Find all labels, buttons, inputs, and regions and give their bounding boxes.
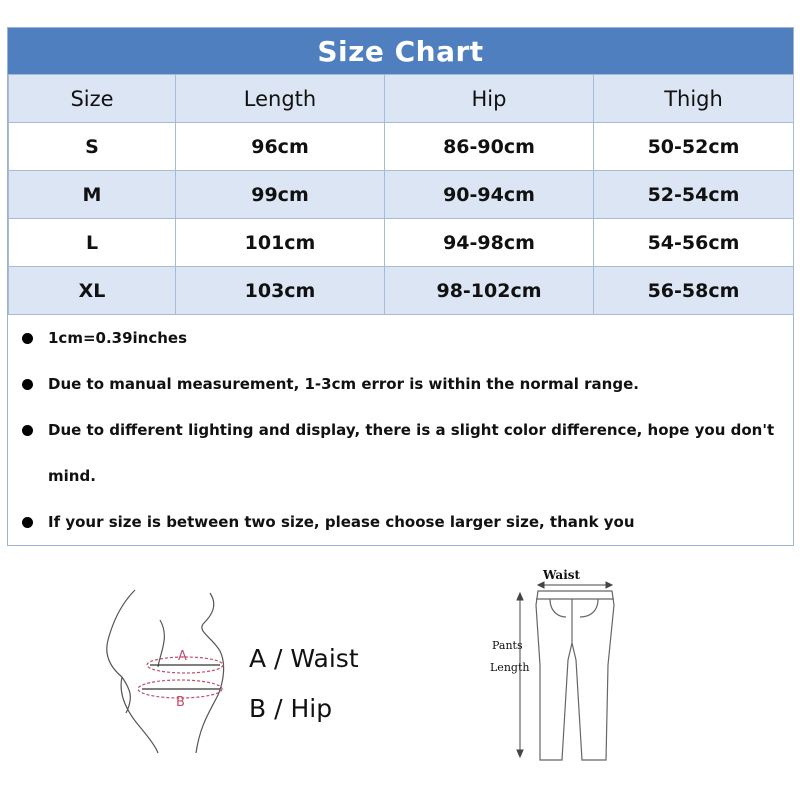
- note-item: [22, 499, 785, 545]
- cell-size: L: [9, 219, 176, 267]
- cell-length: 103cm: [176, 267, 385, 315]
- pants-waist-label: Waist: [543, 568, 581, 582]
- bullet-icon: [22, 333, 33, 344]
- hip-label: B / Hip: [249, 694, 333, 723]
- header-size: Size: [9, 75, 176, 123]
- note-text: Due to different lighting and display, there is a slight color difference, hope you don't mind.: [48, 421, 775, 485]
- header-length: Length: [176, 75, 385, 123]
- table-row: [9, 123, 794, 171]
- note-item: [22, 407, 785, 499]
- cell-hip: 90-94cm: [385, 171, 594, 219]
- body-front-outline: [196, 593, 224, 753]
- note-item: [22, 315, 785, 361]
- size-table: [8, 74, 794, 315]
- pants-length-label-1: Pants: [492, 639, 523, 652]
- table-row: [9, 171, 794, 219]
- pants-length-label-2: Length: [490, 661, 530, 674]
- marker-b: B: [176, 695, 185, 710]
- note-text: If your size is between two size, please choose larger size, thank you: [48, 513, 635, 531]
- table-row: [9, 219, 794, 267]
- note-text: 1cm=0.39inches: [48, 329, 188, 347]
- cell-hip: 98-102cm: [385, 267, 594, 315]
- cell-size: M: [9, 171, 176, 219]
- pants-outline: [536, 591, 614, 760]
- bullet-icon: [22, 517, 33, 528]
- header-thigh: Thigh: [594, 75, 794, 123]
- body-arm-outline: [158, 620, 164, 667]
- cell-thigh: 52-54cm: [594, 171, 794, 219]
- note-text: Due to manual measurement, 1-3cm error is within the normal range.: [48, 375, 639, 393]
- cell-length: 101cm: [176, 219, 385, 267]
- cell-thigh: 54-56cm: [594, 219, 794, 267]
- body-back-outline: [107, 590, 135, 677]
- waist-label: A / Waist: [249, 644, 359, 673]
- cell-hip: 94-98cm: [385, 219, 594, 267]
- table-row: [9, 267, 794, 315]
- cell-hip: 86-90cm: [385, 123, 594, 171]
- cell-size: S: [9, 123, 176, 171]
- cell-thigh: 56-58cm: [594, 267, 794, 315]
- note-item: [22, 361, 785, 407]
- cell-thigh: 50-52cm: [594, 123, 794, 171]
- hip-waist-diagram: [100, 585, 250, 755]
- cell-size: XL: [9, 267, 176, 315]
- pants-diagram: [490, 565, 630, 770]
- cell-length: 99cm: [176, 171, 385, 219]
- marker-a: A: [178, 649, 187, 664]
- chart-title: Size Chart: [8, 28, 793, 74]
- table-header-row: [9, 75, 794, 123]
- cell-length: 96cm: [176, 123, 385, 171]
- header-hip: Hip: [385, 75, 594, 123]
- size-chart: [7, 27, 794, 546]
- bullet-icon: [22, 379, 33, 390]
- bullet-icon: [22, 425, 33, 436]
